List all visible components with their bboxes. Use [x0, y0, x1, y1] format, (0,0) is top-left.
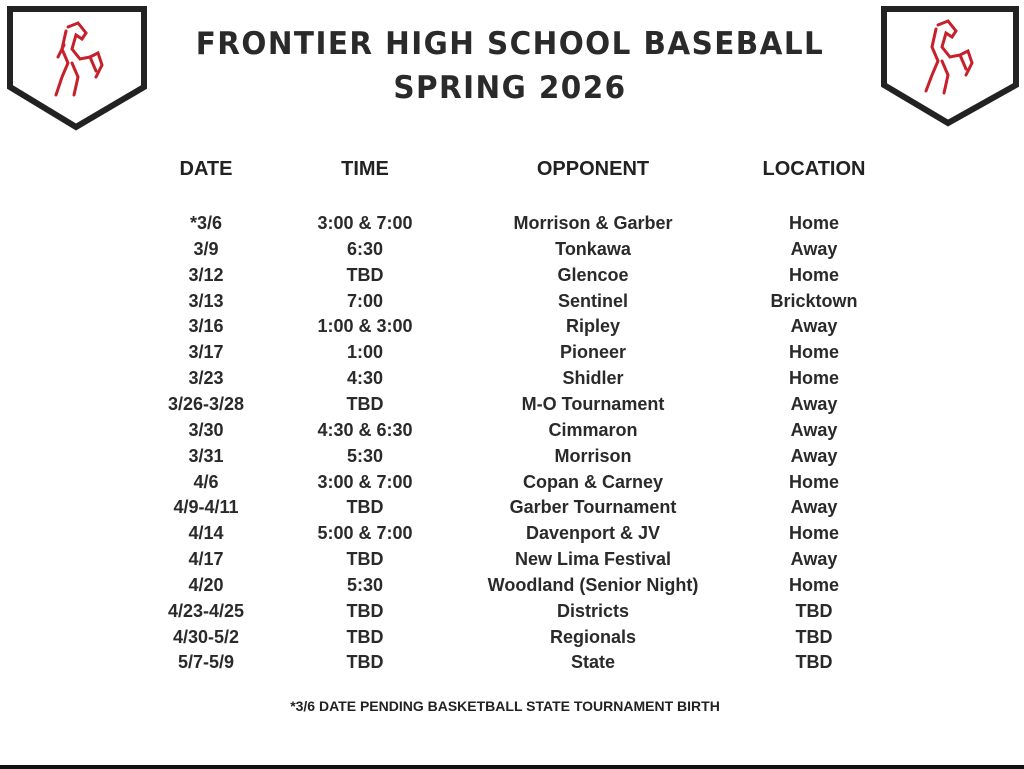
logo-left-icon — [6, 5, 148, 133]
time-cell: 1:00 — [346, 342, 384, 363]
column-header-date: DATE — [179, 158, 233, 180]
time-cell: 4:30 & 6:30 — [317, 419, 413, 440]
date-cell: 3/30 — [188, 419, 224, 440]
opponent-cell: Woodland (Senior Night) — [487, 574, 699, 595]
opponent-cell: Tonkawa — [555, 238, 631, 259]
page-title: FRONTIER HIGH SCHOOL BASEBALL — [195, 26, 825, 62]
opponent-cell: New Lima Festival — [514, 549, 672, 570]
opponent-cell: Morrison & Garber — [513, 213, 673, 233]
opponent-cell: Morrison — [554, 445, 632, 466]
location-cell: TBD — [795, 626, 833, 647]
location-cell: Away — [790, 393, 838, 414]
time-cell: 4:30 — [346, 368, 384, 389]
opponent-cell: Copan & Carney — [522, 471, 664, 492]
time-cell: TBD — [346, 264, 384, 285]
date-cell: 4/17 — [188, 549, 224, 570]
column-header-time: TIME — [341, 158, 389, 180]
opponent-cell: Glencoe — [557, 264, 629, 285]
location-cell: Away — [790, 497, 838, 518]
location-cell: Away — [790, 238, 838, 259]
season-subtitle: SPRING 2026 — [393, 70, 627, 106]
time-cell: TBD — [346, 549, 384, 570]
opponent-cell: Pioneer — [559, 342, 627, 363]
opponent-cell: State — [570, 652, 615, 673]
time-cell: TBD — [346, 626, 384, 647]
date-cell: 3/31 — [188, 445, 224, 466]
location-cell: Home — [788, 213, 839, 233]
time-cell: 1:00 & 3:00 — [317, 316, 413, 337]
date-cell: 3/17 — [188, 342, 224, 363]
location-cell: Away — [790, 549, 838, 570]
location-cell: Away — [790, 445, 838, 466]
time-cell: TBD — [346, 393, 384, 414]
time-cell: 7:00 — [346, 290, 384, 311]
opponent-cell: M-O Tournament — [521, 393, 665, 414]
date-cell: 4/23-4/25 — [167, 600, 245, 621]
opponent-cell: Ripley — [565, 316, 621, 337]
location-cell: Away — [790, 316, 838, 337]
column-header-opponent: OPPONENT — [536, 158, 650, 180]
time-cell: 3:00 & 7:00 — [317, 471, 413, 492]
column-header-location: LOCATION — [762, 158, 866, 180]
date-cell: 3/26-3/28 — [167, 393, 245, 414]
bottom-divider — [0, 765, 1024, 769]
date-cell: 5/7-5/9 — [177, 652, 235, 673]
date-cell: 4/9-4/11 — [173, 497, 239, 518]
footnote: *3/6 DATE PENDING BASKETBALL STATE TOURNAMENT BIRTH — [290, 698, 720, 714]
date-cell: 3/23 — [188, 368, 224, 389]
date-cell: 4/30-5/2 — [172, 626, 240, 647]
opponent-cell: Sentinel — [557, 290, 628, 311]
opponent-cell: Davenport & JV — [525, 523, 661, 544]
opponent-cell: Cimmaron — [548, 419, 638, 440]
opponent-cell: Shidler — [562, 368, 624, 389]
time-cell: 3:00 & 7:00 — [317, 213, 413, 233]
date-cell: *3/6 — [189, 213, 223, 233]
location-cell: Away — [790, 419, 838, 440]
location-cell: Home — [788, 523, 839, 544]
time-cell: TBD — [346, 652, 384, 673]
date-cell: 4/14 — [188, 523, 224, 544]
time-cell: 5:30 — [346, 445, 384, 466]
time-cell: 5:00 & 7:00 — [317, 523, 413, 544]
location-cell: TBD — [795, 600, 833, 621]
opponent-cell: Regionals — [549, 626, 637, 647]
location-cell: Home — [788, 264, 839, 285]
date-cell: 3/12 — [188, 264, 224, 285]
date-cell: 3/13 — [188, 290, 224, 311]
location-cell: Bricktown — [770, 290, 858, 311]
time-cell: 5:30 — [346, 574, 384, 595]
time-cell: TBD — [346, 497, 384, 518]
date-cell: 3/16 — [188, 316, 224, 337]
location-cell: Home — [788, 471, 839, 492]
date-cell: 4/6 — [193, 471, 219, 492]
time-cell: TBD — [346, 600, 384, 621]
logo-right-icon — [880, 5, 1020, 129]
time-cell: 6:30 — [346, 238, 384, 259]
date-cell: 3/9 — [193, 238, 219, 259]
location-cell: Home — [788, 342, 839, 363]
location-cell: Home — [788, 574, 839, 595]
opponent-cell: Garber Tournament — [509, 497, 677, 518]
date-cell: 4/20 — [188, 574, 224, 595]
location-cell: Home — [788, 368, 839, 389]
location-cell: TBD — [795, 652, 833, 673]
opponent-cell: Districts — [556, 600, 630, 621]
